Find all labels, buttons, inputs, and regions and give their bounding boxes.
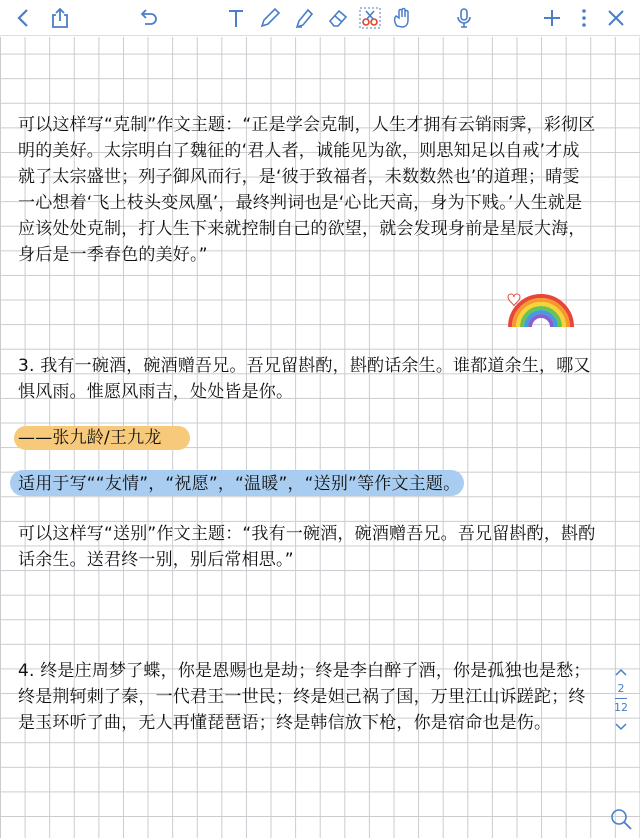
current-page: 2 xyxy=(617,682,625,695)
share-icon[interactable] xyxy=(46,4,74,32)
highlighter-icon[interactable] xyxy=(290,4,318,32)
more-icon[interactable] xyxy=(570,4,598,32)
text-line: 终是荆轲刺了秦，一代君王一世民；终是妲己祸了国，万里江山诉蹉跎；终 xyxy=(18,687,586,707)
hand-icon[interactable] xyxy=(388,4,416,32)
text-line: 明的美好。太宗明白了魏征的‘君人者，诚能见为欲，则思知足以自戒’才成 xyxy=(18,141,580,161)
back-icon[interactable] xyxy=(10,4,38,32)
rainbow-sticker xyxy=(502,283,580,335)
text-line: 一心想着‘飞上枝头变凤凰’，最终判词也是‘心比天高，身为下贱。’人生就是 xyxy=(18,193,583,213)
item-4 xyxy=(18,658,591,736)
paragraph-kezhi xyxy=(18,112,595,268)
paragraph-songbie xyxy=(18,521,595,573)
undo-icon[interactable] xyxy=(134,4,162,32)
eraser-icon[interactable] xyxy=(324,4,352,32)
text-tool-icon[interactable] xyxy=(222,4,250,32)
page-divider xyxy=(615,698,627,699)
text-line: 应该处处克制，打人生下来就控制自己的欲望，就会发现身前是星辰大海， xyxy=(18,219,586,239)
chevron-down-icon[interactable] xyxy=(615,723,627,731)
text-line: 话余生。送君终一别，别后常相思。” xyxy=(18,550,294,570)
text-line: 身后是一季春色的美好。” xyxy=(18,245,208,265)
microphone-icon[interactable] xyxy=(450,4,478,32)
add-icon[interactable] xyxy=(538,4,566,32)
pen-icon[interactable] xyxy=(256,4,284,32)
close-icon[interactable] xyxy=(602,4,630,32)
page-navigator[interactable] xyxy=(608,668,634,778)
text-line: 3. 我有一碗酒，碗酒赠吾兄。吾兄留斟酌，斟酌话余生。谁都道余生，哪又 xyxy=(18,356,591,376)
toolbar xyxy=(0,0,640,36)
text-line: 就了太宗盛世；列子御风而行，是‘彼于致福者，未数数然也’的道理；晴雯 xyxy=(18,167,580,187)
text-line: 可以这样写“送别”作文主题：“我有一碗酒，碗酒赠吾兄。吾兄留斟酌，斟酌 xyxy=(18,524,596,544)
zoom-icon[interactable] xyxy=(608,806,634,832)
total-pages: 12 xyxy=(614,701,628,714)
text-line: 是玉环听了曲，无人再懂琵琶语；终是韩信放下枪，你是宿命也是伤。 xyxy=(18,713,552,733)
text-line: 4. 终是庄周梦了蝶，你是恩赐也是劫；终是李白醉了酒，你是孤独也是愁； xyxy=(18,661,591,681)
chevron-up-icon[interactable] xyxy=(615,668,627,676)
item-3 xyxy=(18,353,591,405)
scissors-icon[interactable] xyxy=(356,4,384,32)
text-line: 可以这样写“克制”作文主题：“正是学会克制，人生才拥有云销雨霁，彩彻区 xyxy=(18,115,596,135)
usage-line: 适用于写““友情”，“祝愿”，“温暖”，“送别”等作文主题。 xyxy=(18,474,461,494)
author-line: ——张九龄/王九龙 xyxy=(18,428,162,448)
text-line: 惧风雨。惟愿风雨吉，处处皆是你。 xyxy=(18,382,294,402)
